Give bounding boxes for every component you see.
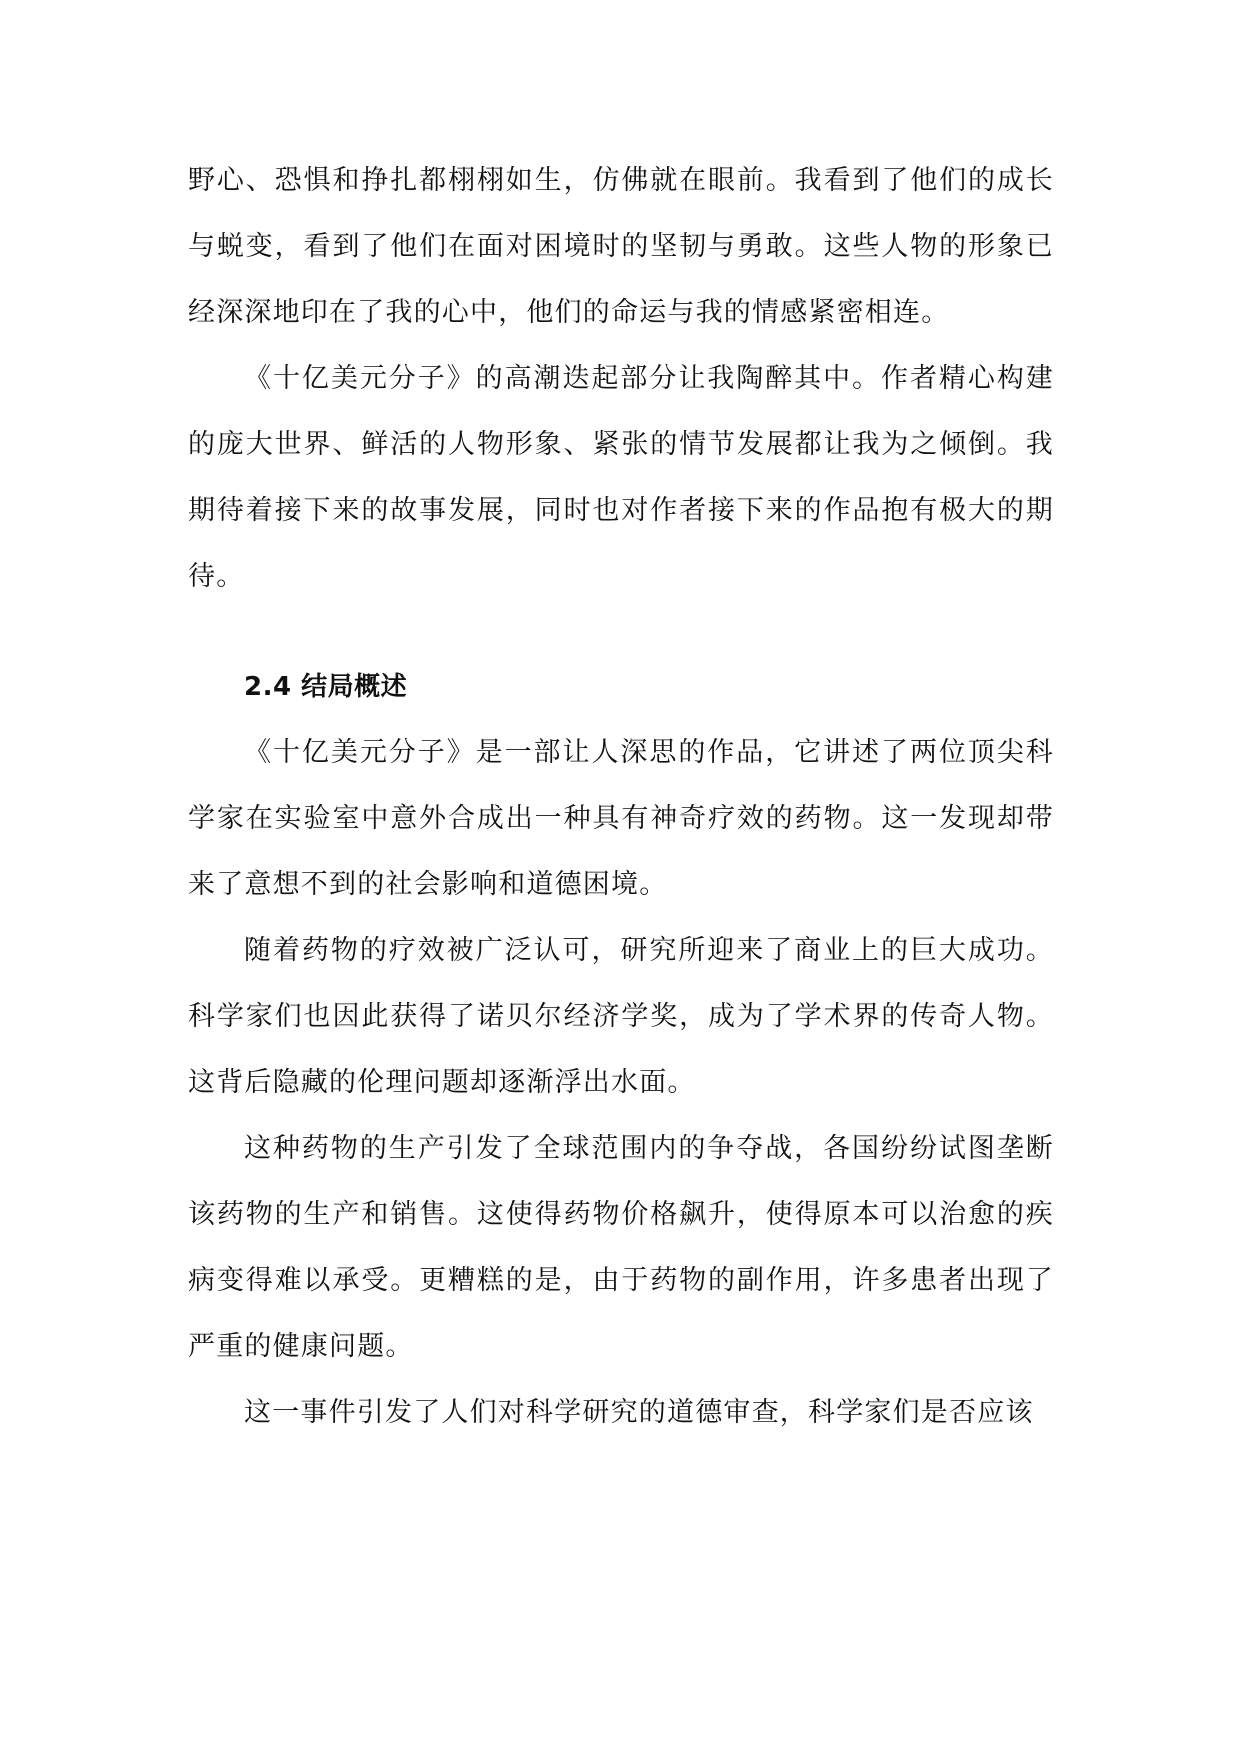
paragraph-continuation: 野心、恐惧和挣扎都栩栩如生，仿佛就在眼前。我看到了他们的成长与蜕变，看到了他们在面对困境时的坚韧与勇敢。这些人物的形象已经深深地印在了我的心中，他们的命运与我的情感紧密相连。: [188, 165, 1054, 328]
section-heading: 2.4 结局概述: [244, 672, 408, 702]
paragraph-ending-intro: 《十亿美元分子》是一部让人深思的作品，它讲述了两位顶尖科学家在实验室中意外合成出一种具有神奇疗效的药物。这一发现却带来了意想不到的社会影响和道德困境。: [188, 737, 1054, 900]
paragraph-global-competition: 这种药物的生产引发了全球范围内的争夺战，各国纷纷试图垄断该药物的生产和销售。这使得药物价格飙升，使得原本可以治愈的疾病变得难以承受。更糟糕的是，由于药物的副作用，许多患者出现了严重的健康问题。: [188, 1133, 1054, 1362]
document-page: [188, 148, 1054, 1446]
paragraph-success: 随着药物的疗效被广泛认可，研究所迎来了商业上的巨大成功。科学家们也因此获得了诺贝尔经济学奖，成为了学术界的传奇人物。这背后隐藏的伦理问题却逐渐浮出水面。: [188, 935, 1054, 1098]
paragraph-climax: 《十亿美元分子》的高潮迭起部分让我陶醉其中。作者精心构建的庞大世界、鲜活的人物形象、紧张的情节发展都让我为之倾倒。我期待着接下来的故事发展，同时也对作者接下来的作品抱有极大的期待。: [188, 363, 1054, 592]
paragraph-ethics: 这一事件引发了人们对科学研究的道德审查，科学家们是否应该: [244, 1397, 1034, 1428]
